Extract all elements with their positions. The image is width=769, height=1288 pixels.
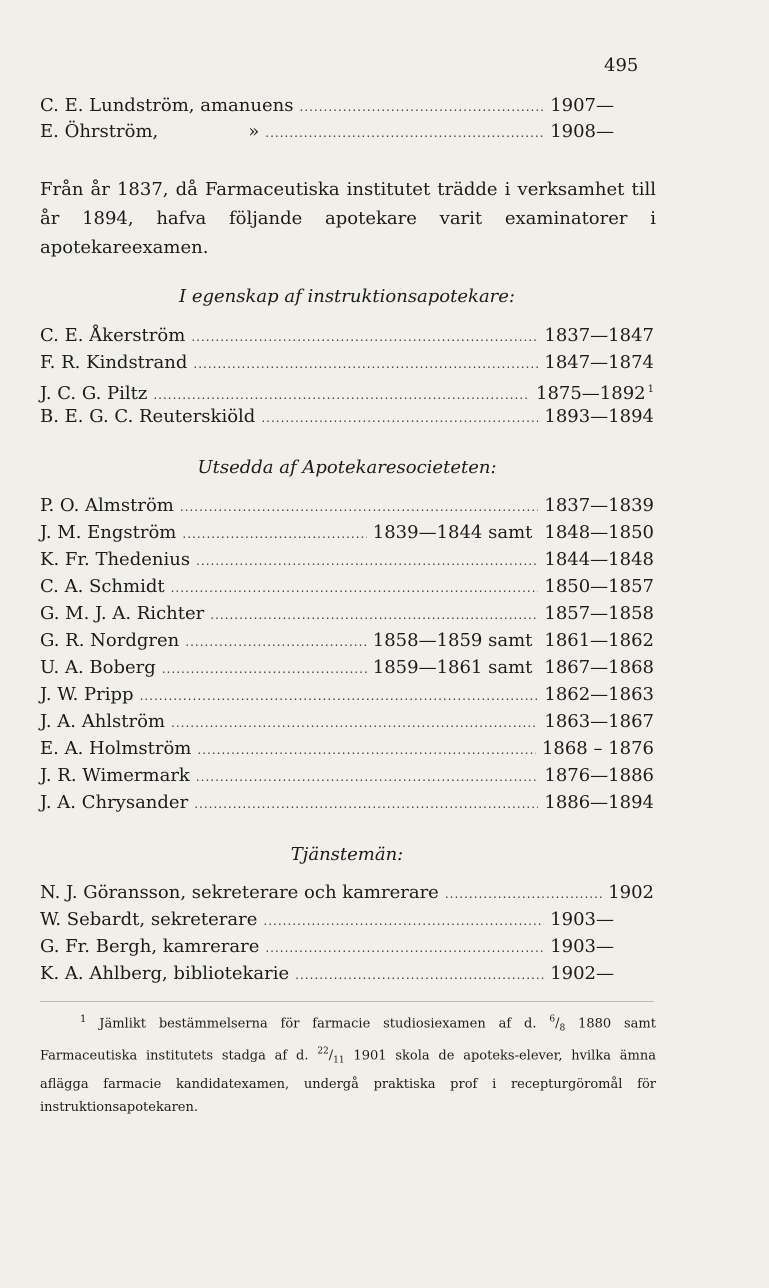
leader-dots xyxy=(263,907,544,934)
entry-name: J. R. Wimermark xyxy=(40,765,190,786)
footnote-marker: 1 xyxy=(647,384,654,395)
entry-years: 1908— xyxy=(550,121,614,142)
section-heading: I egenskap af instruktionsapotekare: xyxy=(178,286,515,307)
fraction: $^{22}/_{11}$ xyxy=(317,1046,345,1066)
entry-name: G. Fr. Bergh, kamrerare xyxy=(40,936,260,957)
leader-dots xyxy=(445,880,602,907)
entry-name: G. R. Nordgren xyxy=(40,630,180,651)
ditto-mark: » xyxy=(248,121,260,142)
footnote-marker: 1 xyxy=(80,1014,87,1025)
leader-dots xyxy=(265,119,544,146)
leader-dots xyxy=(196,763,539,790)
entry-name: B. E. G. C. Reuterskiöld xyxy=(40,406,256,427)
leader-dots xyxy=(171,574,539,601)
list-item xyxy=(40,655,654,681)
list-item xyxy=(40,790,654,816)
entry-years: 1886—1894 xyxy=(544,792,654,813)
leader-dots xyxy=(185,628,367,655)
entry-years: 1837—1839 xyxy=(544,495,654,516)
entry-name: G. M. J. A. Richter xyxy=(40,603,205,624)
entry-name: N. J. Göransson, sekreterare och kamrerare xyxy=(40,882,439,903)
leader-dots xyxy=(197,736,536,763)
entry-years: 1844—1848 xyxy=(544,549,654,570)
leader-dots xyxy=(171,709,538,736)
entry-name: J. W. Pripp xyxy=(40,684,134,705)
entry-years: 1902 xyxy=(608,882,654,903)
entry-name: F. R. Kindstrand xyxy=(40,352,188,373)
list-item xyxy=(40,377,654,403)
entry-name: C. E. Lundström, amanuens xyxy=(40,95,294,116)
leader-dots xyxy=(182,520,366,547)
entry-name: K. Fr. Thedenius xyxy=(40,549,191,570)
entry-name: U. A. Boberg xyxy=(40,657,156,678)
entry-name: C. E. Åkerström xyxy=(40,325,186,346)
entry-years: 1847—1874 xyxy=(544,352,654,373)
leader-dots xyxy=(194,790,538,817)
entry-name: E. A. Holmström xyxy=(40,738,192,759)
list-item xyxy=(40,880,654,906)
leader-dots xyxy=(193,350,538,377)
list-item xyxy=(40,736,654,762)
entry-years: 1850—1857 xyxy=(544,576,654,597)
entry-years: 1868 – 1876 xyxy=(541,738,654,759)
list-item xyxy=(40,628,654,654)
list-item xyxy=(40,961,614,987)
leader-dots xyxy=(191,323,538,350)
entry-mid-years: 1858—1859 samt xyxy=(372,630,533,651)
list-item xyxy=(40,323,654,349)
entry-mid-years: 1839—1844 samt xyxy=(372,522,533,543)
intro-paragraph: Från år 1837, då Farmaceutiska institutet trädde i verksamhet till år 1894, hafva följande apotekare varit examinatorer i apotekareexamen. xyxy=(40,179,656,258)
entry-years: 1875—1892 $^1$ xyxy=(536,383,654,404)
list-item xyxy=(40,404,654,430)
entry-name: E. Öhrström, xyxy=(40,121,159,142)
leader-dots xyxy=(196,547,538,574)
entry-years: 1863—1867 xyxy=(544,711,654,732)
list-item xyxy=(40,547,654,573)
list-item xyxy=(40,574,654,600)
list-item xyxy=(40,493,654,519)
list-item xyxy=(40,682,654,708)
entry-years: 1861—1862 xyxy=(544,630,654,651)
leader-dots xyxy=(180,493,539,520)
entry-years: 1867—1868 xyxy=(544,657,654,678)
section-heading: Tjänstemän: xyxy=(290,844,404,865)
list-item xyxy=(40,934,614,960)
entry-name: J. A. Chrysander xyxy=(40,792,189,813)
footnote-text-a: Jämlikt bestämmelserna för farmacie studiosiexamen af d. xyxy=(99,1016,537,1032)
entry-years: 1857—1858 xyxy=(544,603,654,624)
list-item xyxy=(40,601,654,627)
leader-dots xyxy=(261,404,538,431)
list-item xyxy=(40,907,614,933)
entry-name: J. C. G. Piltz xyxy=(40,383,148,404)
entry-years: 1862—1863 xyxy=(544,684,654,705)
footnote-text-b: 1880 samt Farmaceutiska institutets stadga af d. xyxy=(40,1016,656,1064)
list-item xyxy=(40,763,654,789)
entry-years: 1903— xyxy=(550,909,614,930)
leader-dots xyxy=(295,961,544,988)
list-item xyxy=(40,520,654,546)
entry-name: J. A. Ahlström xyxy=(40,711,166,732)
page-number: 495 xyxy=(604,55,639,76)
list-item xyxy=(40,709,654,735)
leader-dots xyxy=(210,601,538,628)
list-item xyxy=(40,350,654,376)
footnote-divider xyxy=(40,1001,654,1002)
leader-dots xyxy=(162,655,367,682)
entry-name: J. M. Engström xyxy=(40,522,177,543)
entry-years: 1907— xyxy=(550,95,614,116)
entry-years: 1837—1847 xyxy=(544,325,654,346)
entry-name: W. Sebardt, sekreterare xyxy=(40,909,258,930)
leader-dots xyxy=(299,93,544,120)
entry-name: K. A. Ahlberg, bibliotekarie xyxy=(40,963,290,984)
entry-name: P. O. Almström xyxy=(40,495,174,516)
leader-dots xyxy=(140,682,539,709)
list-item xyxy=(40,119,614,145)
entry-years: 1902— xyxy=(550,963,614,984)
entry-years: 1893—1894 xyxy=(544,406,654,427)
footnote-text-c: 1901 skola de apoteks-elever, hvilka ämna aflägga farmacie kandidatexamen, undergå praktiska prof i recepturgöromål för instruktionsapotekaren. xyxy=(40,1048,656,1115)
entry-years: 1876—1886 xyxy=(544,765,654,786)
footnote xyxy=(40,1008,656,1119)
section-heading: Utsedda af Apotekaresocieteten: xyxy=(197,457,497,478)
entry-name: C. A. Schmidt xyxy=(40,576,165,597)
list-item xyxy=(40,93,614,119)
entry-mid-years: 1859—1861 samt xyxy=(372,657,533,678)
entry-years: 1848—1850 xyxy=(544,522,654,543)
fraction: $^6/_8$ xyxy=(549,1015,566,1034)
entry-years: 1903— xyxy=(550,936,614,957)
leader-dots xyxy=(265,934,544,961)
